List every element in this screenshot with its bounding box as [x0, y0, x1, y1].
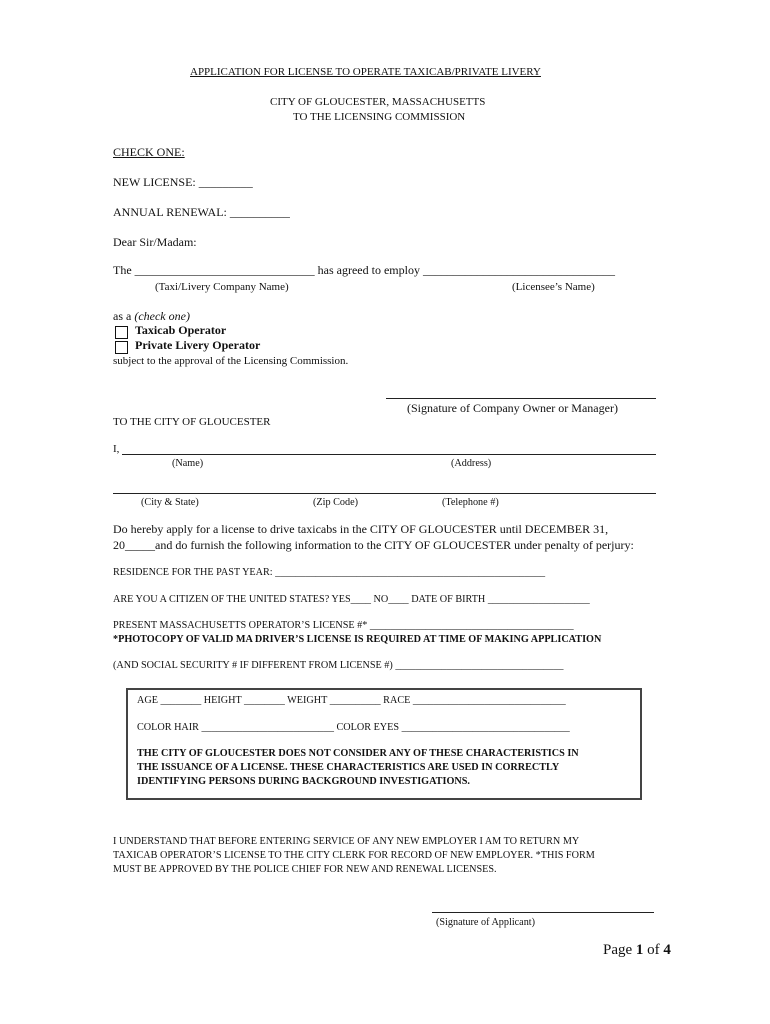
photocopy-notice: *PHOTOCOPY OF VALID MA DRIVER’S LICENSE IS REQUIRED AT TIME OF MAKING APPLICATION [113, 634, 602, 645]
new-license-field[interactable]: NEW LICENSE: _________ [113, 175, 253, 189]
i-label: I, [113, 443, 120, 455]
page-number [603, 942, 671, 959]
city-state-caption: (City & State) [141, 497, 199, 508]
owner-signature-line[interactable] [386, 398, 656, 399]
operator-license-field[interactable]: PRESENT MASSACHUSETTS OPERATOR’S LICENSE #* ________________________________________ [113, 620, 574, 631]
telephone-caption: (Telephone #) [442, 497, 499, 508]
applicant-signature-line[interactable] [432, 912, 654, 913]
owner-signature-caption: (Signature of Company Owner or Manager) [407, 401, 618, 415]
ssn-field[interactable]: (AND SOCIAL SECURITY # IF DIFFERENT FROM LICENSE #) _________________________________ [113, 660, 564, 671]
name-caption: (Name) [172, 458, 204, 469]
name-address-line[interactable] [122, 454, 656, 455]
hair-eyes-field[interactable]: COLOR HAIR __________________________ COLOR EYES _________________________________ [137, 722, 570, 733]
private-livery-checkbox[interactable] [115, 341, 128, 354]
characteristics-disclaimer-line2: THE ISSUANCE OF A LICENSE. THESE CHARACTERISTICS ARE USED IN CORRECTLY [137, 762, 560, 773]
page-total: 4 [663, 942, 671, 958]
citizen-dob-field[interactable]: ARE YOU A CITIZEN OF THE UNITED STATES? YES____ NO____ DATE OF BIRTH ____________________ [113, 594, 590, 605]
as-a-line [113, 310, 190, 324]
city-zip-phone-line[interactable] [113, 493, 656, 494]
page-of: of [643, 942, 664, 958]
applicant-signature-caption: (Signature of Applicant) [436, 917, 536, 928]
employ-line[interactable]: The ______________________________ has agreed to employ ________________________________ [113, 263, 615, 277]
company-name-caption: (Taxi/Livery Company Name) [155, 281, 289, 293]
check-one-heading: CHECK ONE: [113, 145, 185, 159]
residence-field[interactable]: RESIDENCE FOR THE PAST YEAR: _____________________________________________________ [113, 567, 546, 578]
characteristics-disclaimer-line3: IDENTIFYING PERSONS DURING BACKGROUND INVESTIGATIONS. [137, 776, 470, 787]
page-word: Page [603, 942, 636, 958]
city-heading: CITY OF GLOUCESTER, MASSACHUSETTS [270, 96, 486, 108]
taxicab-operator-label: Taxicab Operator [135, 323, 227, 337]
as-a-text: as a [113, 309, 135, 323]
licensee-name-caption: (Licensee’s Name) [512, 281, 595, 293]
apply-statement-line2[interactable]: 20_____and do furnish the following information to the CITY OF GLOUCESTER under penalty of perjury: [113, 538, 634, 552]
check-one-italic: (check one) [134, 309, 190, 323]
understanding-line3: MUST BE APPROVED BY THE POLICE CHIEF FOR NEW AND RENEWAL LICENSES. [113, 864, 497, 875]
private-livery-label: Private Livery Operator [135, 338, 261, 352]
age-height-weight-race-field[interactable]: AGE ________ HEIGHT ________ WEIGHT __________ RACE ______________________________ [137, 695, 566, 706]
subject-to-approval: subject to the approval of the Licensing Commission. [113, 355, 349, 367]
understanding-line2: TAXICAB OPERATOR’S LICENSE TO THE CITY CLERK FOR RECORD OF NEW EMPLOYER. *THIS FORM [113, 850, 595, 861]
characteristics-disclaimer-line1: THE CITY OF GLOUCESTER DOES NOT CONSIDER ANY OF THESE CHARACTERISTICS IN [137, 748, 579, 759]
understanding-line1: I UNDERSTAND THAT BEFORE ENTERING SERVICE OF ANY NEW EMPLOYER I AM TO RETURN MY [113, 836, 580, 847]
form-title: APPLICATION FOR LICENSE TO OPERATE TAXICAB/PRIVATE LIVERY [190, 66, 541, 78]
annual-renewal-field[interactable]: ANNUAL RENEWAL: __________ [113, 205, 290, 219]
apply-statement-line1: Do hereby apply for a license to drive taxicabs in the CITY OF GLOUCESTER until DECEMBER 31, [113, 522, 609, 536]
salutation: Dear Sir/Madam: [113, 235, 197, 249]
commission-heading: TO THE LICENSING COMMISSION [293, 111, 466, 123]
to-city-heading: TO THE CITY OF GLOUCESTER [113, 416, 271, 428]
taxicab-operator-checkbox[interactable] [115, 326, 128, 339]
zip-code-caption: (Zip Code) [313, 497, 358, 508]
address-caption: (Address) [451, 458, 492, 469]
page-current: 1 [635, 942, 644, 958]
